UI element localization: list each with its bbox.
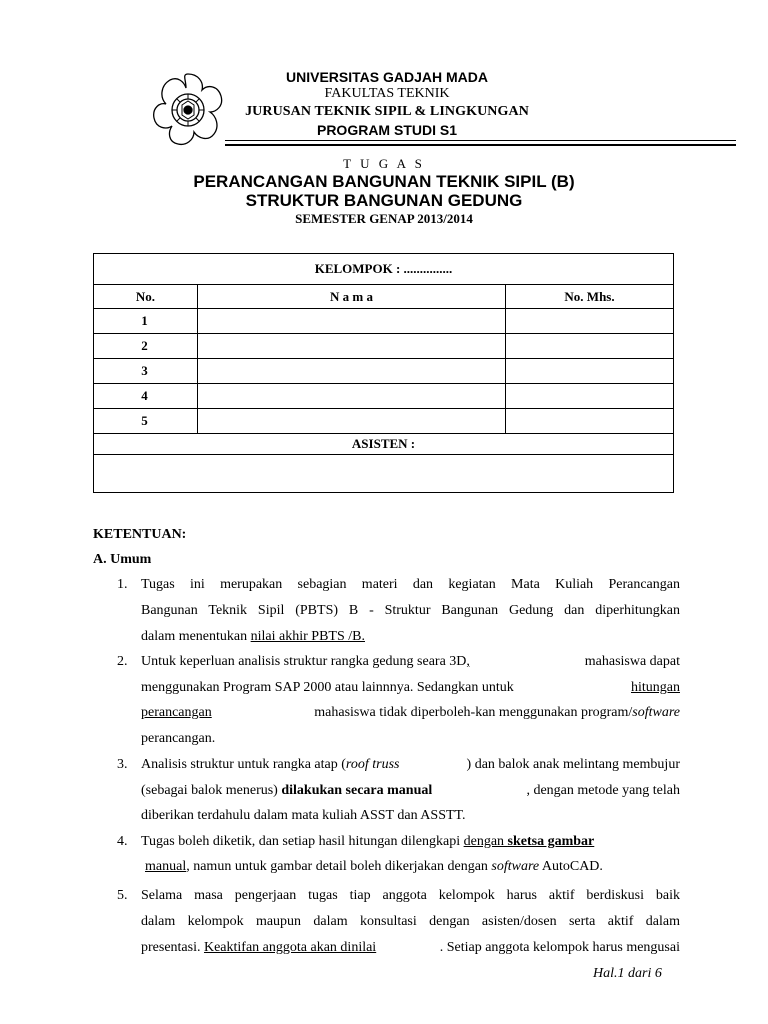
- member-nim-cell[interactable]: [506, 409, 674, 434]
- row-number: 2: [94, 334, 198, 359]
- item-5-line-2: dalam kelompok maupun dalam konsultasi dengan asisten/dosen serta aktif dalam: [141, 914, 680, 929]
- text-run: AutoCAD.: [539, 859, 603, 874]
- text-run: . Setiap anggota kelompok harus mengusai: [439, 940, 680, 955]
- text-run: [141, 941, 376, 955]
- row-number: 5: [94, 409, 198, 434]
- table-header-row: [94, 285, 674, 309]
- underlined-text: perancangan: [141, 705, 212, 720]
- assistant-label: ASISTEN :: [94, 434, 674, 455]
- table-row: [94, 359, 674, 384]
- text-run: mahasiswa dapat: [584, 654, 680, 669]
- text-run: [314, 706, 680, 720]
- faculty-name: FAKULTAS TEKNIK: [324, 86, 450, 101]
- column-header-name: N a m a: [198, 285, 506, 309]
- page-number: Hal.1 dari 6: [593, 966, 662, 981]
- bold-text: dilakukan secara manual: [281, 783, 433, 798]
- text-run: , namun untuk gambar detail boleh dikerjakan dengan: [186, 859, 492, 874]
- underlined-text: hitungan: [631, 680, 680, 695]
- item-1-line-2: Bangunan Teknik Sipil (PBTS) B - Struktur Bangunan Gedung dan diperhitungkan: [141, 603, 680, 618]
- row-number: 4: [94, 384, 198, 409]
- table-row: [94, 409, 674, 434]
- italic-text: software: [632, 705, 680, 720]
- item-4-line-2: [145, 860, 684, 874]
- text-run: Analisis struktur untuk rangka atap (: [141, 757, 346, 772]
- text-run: dalam menentukan: [141, 629, 251, 644]
- member-nim-cell[interactable]: [506, 384, 674, 409]
- underlined-text: nilai akhir PBTS /B.: [250, 629, 365, 644]
- text-run: [141, 655, 470, 669]
- member-name-cell[interactable]: [198, 409, 506, 434]
- table-row: [94, 334, 674, 359]
- row-number: 1: [94, 309, 198, 334]
- column-header-nim: No. Mhs.: [506, 285, 674, 309]
- italic-text: roof truss: [345, 757, 400, 772]
- text-run: [141, 784, 432, 798]
- item-1-line-1: Tugas ini merupakan sebagian materi dan kegiatan Mata Kuliah Perancangan: [141, 577, 680, 592]
- item-2-line-1: [141, 655, 680, 669]
- table-row: [94, 384, 674, 409]
- item-number: 3.: [117, 757, 128, 772]
- underlined-text: ,: [466, 654, 470, 669]
- underlined-text: dengan: [463, 834, 508, 849]
- item-3-line-1: [141, 758, 680, 772]
- course-title: PERANCANGAN BANGUNAN TEKNIK SIPIL (B): [193, 172, 575, 191]
- item-2-line-3: [141, 706, 680, 720]
- member-name-cell[interactable]: [198, 309, 506, 334]
- member-name-cell[interactable]: [198, 359, 506, 384]
- item-5-line-1: Selama masa pengerjaan tugas tiap anggota kelompok harus aktif berdiskusi baik: [141, 888, 680, 903]
- item-number: 5.: [117, 888, 128, 903]
- document-type-label: T U G A S: [343, 156, 425, 171]
- course-subtitle: STRUKTUR BANGUNAN GEDUNG: [245, 191, 523, 210]
- underlined-text: manual: [145, 859, 187, 874]
- item-2-line-4: perancangan.: [141, 731, 216, 746]
- header-rule-thin: [225, 140, 736, 141]
- member-nim-cell[interactable]: [506, 334, 674, 359]
- underlined-bold-text: sketsa gambar: [507, 834, 595, 849]
- group-title: KELOMPOK : ...............: [94, 254, 674, 285]
- column-header-no: No.: [94, 285, 198, 309]
- item-4-line-1: [141, 835, 680, 849]
- department-name: JURUSAN TEKNIK SIPIL & LINGKUNGAN: [245, 104, 529, 119]
- member-name-cell[interactable]: [198, 334, 506, 359]
- text-run: menggunakan Program SAP 2000 atau lainnnya. Sedangkan untuk: [141, 680, 514, 695]
- item-number: 2.: [117, 654, 128, 669]
- text-run: ) dan balok anak melintang membujur: [466, 757, 680, 772]
- program-name: PROGRAM STUDI S1: [316, 122, 457, 138]
- row-number: 3: [94, 359, 198, 384]
- subsection-heading: A. Umum: [93, 552, 152, 567]
- text-run: presentasi.: [141, 940, 204, 955]
- italic-text: software: [491, 859, 540, 874]
- item-number: 4.: [117, 834, 128, 849]
- member-nim-cell[interactable]: [506, 309, 674, 334]
- assistant-field[interactable]: [94, 455, 674, 493]
- text-run: (sebagai balok menerus): [141, 783, 282, 798]
- item-2-line-2: [141, 681, 680, 695]
- text-run: mahasiswa tidak diperboleh-kan menggunakan program/: [314, 705, 633, 720]
- text-run: Tugas boleh diketik, dan setiap hasil hitungan dilengkapi: [141, 834, 464, 849]
- group-table: [93, 253, 674, 493]
- table-row: [94, 309, 674, 334]
- header-rule-thick: [225, 144, 736, 146]
- section-heading: KETENTUAN:: [93, 527, 187, 542]
- item-3-line-2: [141, 784, 680, 798]
- item-3-line-3: diberikan terdahulu dalam mata kuliah ASST dan ASSTT.: [141, 808, 466, 823]
- semester-label: SEMESTER GENAP 2013/2014: [295, 211, 473, 226]
- text-run: Untuk keperluan analisis struktur rangka gedung seara 3D: [141, 654, 467, 669]
- item-number: 1.: [117, 577, 128, 592]
- item-1-line-3: [141, 630, 680, 644]
- item-5-line-3: [141, 941, 680, 955]
- underlined-text: Keaktifan anggota akan dinilai: [203, 940, 377, 955]
- text-run: , dengan metode yang telah: [526, 783, 680, 798]
- member-nim-cell[interactable]: [506, 359, 674, 384]
- text-run: [141, 758, 399, 772]
- member-name-cell[interactable]: [198, 384, 506, 409]
- university-name: UNIVERSITAS GADJAH MADA: [286, 69, 488, 85]
